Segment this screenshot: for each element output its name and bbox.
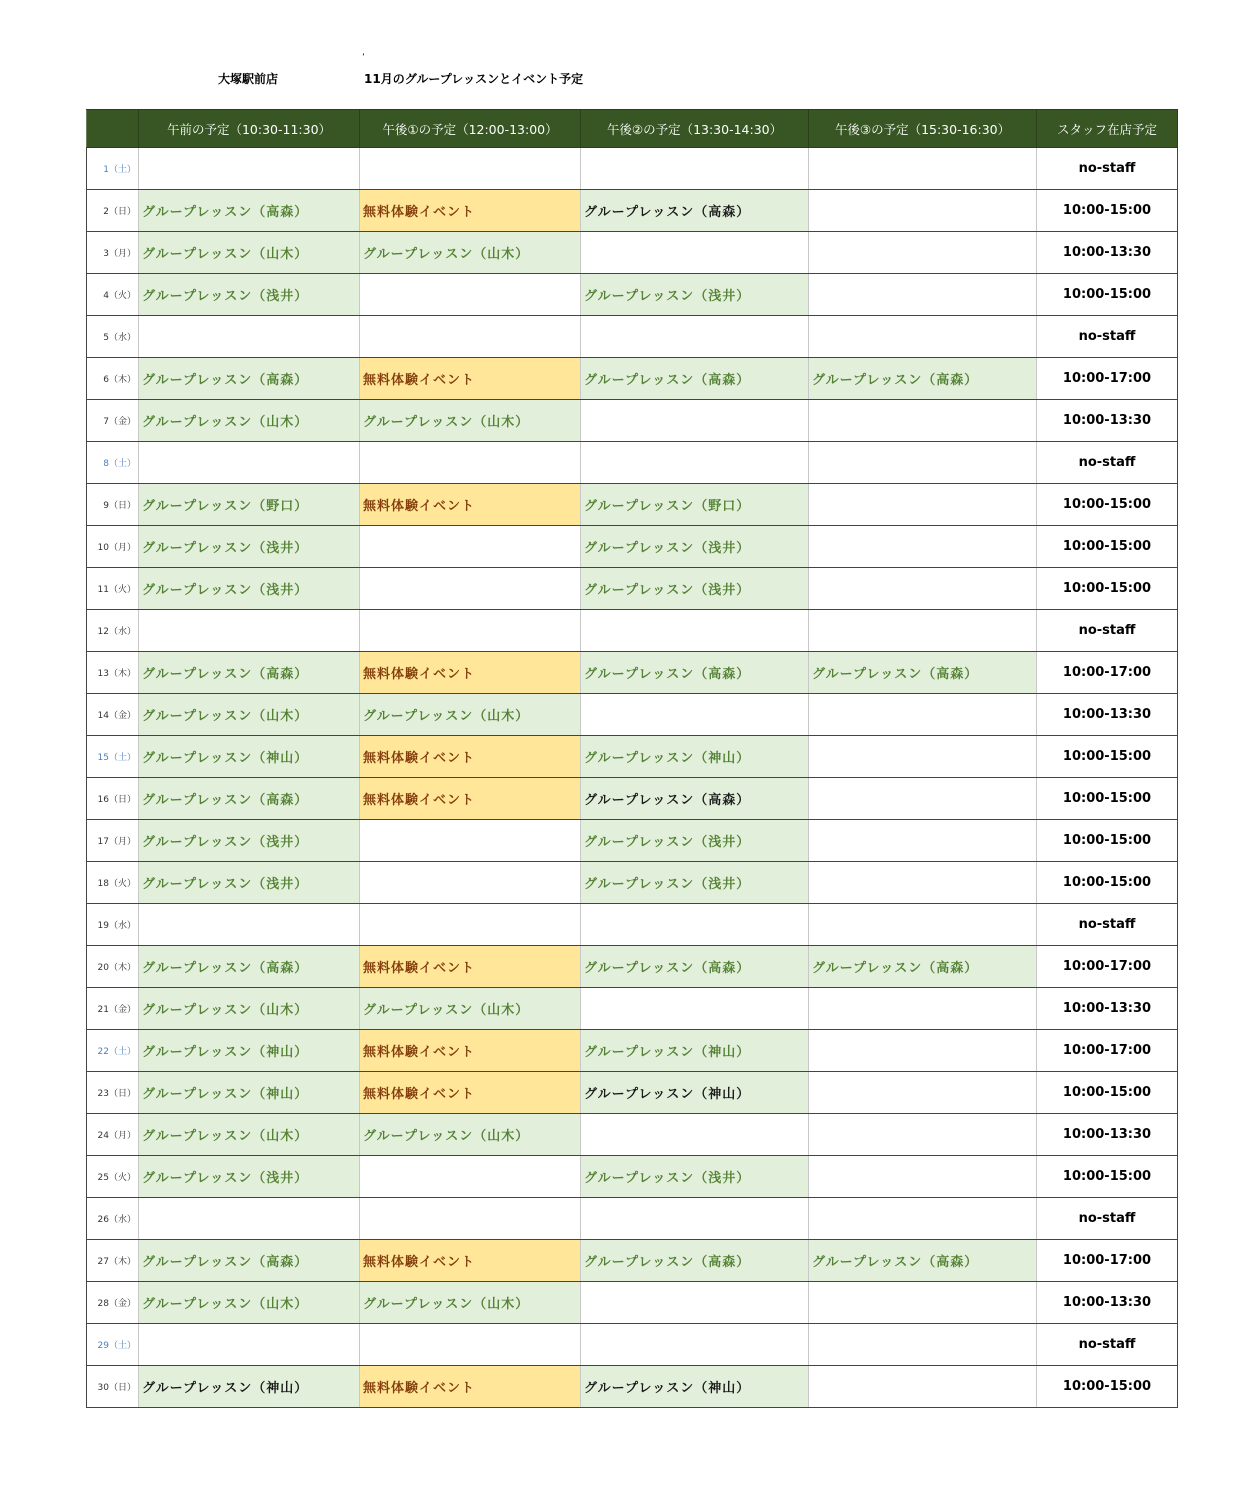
date-cell: 30（日） bbox=[87, 1366, 139, 1408]
morning-cell: グループレッスン（浅井） bbox=[139, 820, 360, 862]
afternoon2-cell: グループレッスン（高森） bbox=[581, 358, 809, 400]
afternoon1-cell bbox=[360, 1198, 581, 1240]
afternoon2-cell bbox=[581, 442, 809, 484]
store-name: 大塚駅前店 bbox=[218, 72, 279, 86]
staff-cell: no-staff bbox=[1037, 1198, 1178, 1240]
afternoon2-cell: グループレッスン（高森） bbox=[581, 652, 809, 694]
header-row bbox=[87, 110, 1178, 148]
afternoon3-cell bbox=[809, 190, 1037, 232]
date-cell: 8（土） bbox=[87, 442, 139, 484]
afternoon3-cell bbox=[809, 1324, 1037, 1366]
staff-cell: 10:00-15:00 bbox=[1037, 736, 1178, 778]
date-cell: 20（木） bbox=[87, 946, 139, 988]
staff-cell: no-staff bbox=[1037, 1324, 1178, 1366]
table-row bbox=[87, 1366, 1178, 1408]
afternoon1-cell: 無料体験イベント bbox=[360, 1240, 581, 1282]
morning-cell: グループレッスン（高森） bbox=[139, 778, 360, 820]
date-cell: 14（金） bbox=[87, 694, 139, 736]
morning-cell: グループレッスン（高森） bbox=[139, 1240, 360, 1282]
header-date bbox=[87, 110, 139, 148]
afternoon3-cell bbox=[809, 274, 1037, 316]
morning-cell: グループレッスン（神山） bbox=[139, 1072, 360, 1114]
date-cell: 12（水） bbox=[87, 610, 139, 652]
morning-cell: グループレッスン（高森） bbox=[139, 946, 360, 988]
table-row bbox=[87, 1198, 1178, 1240]
afternoon2-cell bbox=[581, 610, 809, 652]
afternoon3-cell bbox=[809, 904, 1037, 946]
date-cell: 1（土） bbox=[87, 148, 139, 190]
morning-cell: グループレッスン（神山） bbox=[139, 1366, 360, 1408]
table-row bbox=[87, 148, 1178, 190]
staff-cell: 10:00-15:00 bbox=[1037, 862, 1178, 904]
staff-cell: 10:00-13:30 bbox=[1037, 1114, 1178, 1156]
afternoon1-cell: 無料体験イベント bbox=[360, 778, 581, 820]
staff-cell: 10:00-15:00 bbox=[1037, 1072, 1178, 1114]
morning-cell bbox=[139, 316, 360, 358]
morning-cell: グループレッスン（山木） bbox=[139, 232, 360, 274]
table-row bbox=[87, 1030, 1178, 1072]
staff-cell: 10:00-15:00 bbox=[1037, 526, 1178, 568]
afternoon3-cell bbox=[809, 988, 1037, 1030]
date-cell: 19（水） bbox=[87, 904, 139, 946]
header-afternoon3: 午後③の予定（15:30-16:30） bbox=[809, 110, 1037, 148]
afternoon3-cell bbox=[809, 526, 1037, 568]
table-row bbox=[87, 484, 1178, 526]
afternoon1-cell: 無料体験イベント bbox=[360, 1030, 581, 1072]
afternoon1-cell bbox=[360, 274, 581, 316]
staff-cell: 10:00-17:00 bbox=[1037, 946, 1178, 988]
staff-cell: 10:00-15:00 bbox=[1037, 820, 1178, 862]
table-row bbox=[87, 442, 1178, 484]
date-cell: 6（木） bbox=[87, 358, 139, 400]
date-cell: 26（水） bbox=[87, 1198, 139, 1240]
morning-cell: グループレッスン（浅井） bbox=[139, 862, 360, 904]
afternoon3-cell bbox=[809, 316, 1037, 358]
morning-cell: グループレッスン（山木） bbox=[139, 694, 360, 736]
date-cell: 3（月） bbox=[87, 232, 139, 274]
staff-cell: no-staff bbox=[1037, 904, 1178, 946]
afternoon3-cell bbox=[809, 736, 1037, 778]
table-row bbox=[87, 988, 1178, 1030]
morning-cell: グループレッスン（野口） bbox=[139, 484, 360, 526]
table-row bbox=[87, 232, 1178, 274]
afternoon3-cell bbox=[809, 232, 1037, 274]
afternoon3-cell: グループレッスン（高森） bbox=[809, 946, 1037, 988]
afternoon1-cell: グループレッスン（山木） bbox=[360, 232, 581, 274]
afternoon2-cell bbox=[581, 1198, 809, 1240]
afternoon3-cell bbox=[809, 1072, 1037, 1114]
afternoon2-cell: グループレッスン（神山） bbox=[581, 736, 809, 778]
date-cell: 29（土） bbox=[87, 1324, 139, 1366]
table-row bbox=[87, 610, 1178, 652]
afternoon2-cell bbox=[581, 1114, 809, 1156]
morning-cell: グループレッスン（神山） bbox=[139, 736, 360, 778]
staff-cell: 10:00-15:00 bbox=[1037, 274, 1178, 316]
morning-cell bbox=[139, 1198, 360, 1240]
table-row bbox=[87, 274, 1178, 316]
afternoon2-cell: グループレッスン（浅井） bbox=[581, 820, 809, 862]
staff-cell: 10:00-13:30 bbox=[1037, 232, 1178, 274]
table-row bbox=[87, 568, 1178, 610]
afternoon2-cell: グループレッスン（高森） bbox=[581, 190, 809, 232]
staff-cell: 10:00-13:30 bbox=[1037, 988, 1178, 1030]
table-row bbox=[87, 190, 1178, 232]
afternoon2-cell bbox=[581, 904, 809, 946]
table-row bbox=[87, 526, 1178, 568]
date-cell: 4（火） bbox=[87, 274, 139, 316]
afternoon3-cell bbox=[809, 148, 1037, 190]
staff-cell: 10:00-15:00 bbox=[1037, 568, 1178, 610]
morning-cell bbox=[139, 610, 360, 652]
date-cell: 9（日） bbox=[87, 484, 139, 526]
header-afternoon1: 午後①の予定（12:00-13:00） bbox=[360, 110, 581, 148]
staff-cell: 10:00-15:00 bbox=[1037, 1366, 1178, 1408]
morning-cell: グループレッスン（浅井） bbox=[139, 568, 360, 610]
afternoon3-cell bbox=[809, 1114, 1037, 1156]
afternoon3-cell bbox=[809, 694, 1037, 736]
morning-cell bbox=[139, 148, 360, 190]
afternoon1-cell bbox=[360, 568, 581, 610]
afternoon1-cell bbox=[360, 1156, 581, 1198]
table-row bbox=[87, 1156, 1178, 1198]
table-row bbox=[87, 736, 1178, 778]
afternoon2-cell: グループレッスン（浅井） bbox=[581, 1156, 809, 1198]
afternoon1-cell: グループレッスン（山木） bbox=[360, 694, 581, 736]
afternoon1-cell bbox=[360, 148, 581, 190]
table-row bbox=[87, 904, 1178, 946]
staff-cell: 10:00-17:00 bbox=[1037, 652, 1178, 694]
date-cell: 16（日） bbox=[87, 778, 139, 820]
date-cell: 13（木） bbox=[87, 652, 139, 694]
morning-cell: グループレッスン（山木） bbox=[139, 400, 360, 442]
afternoon2-cell bbox=[581, 1324, 809, 1366]
morning-cell: グループレッスン（浅井） bbox=[139, 274, 360, 316]
staff-cell: 10:00-13:30 bbox=[1037, 1282, 1178, 1324]
afternoon2-cell: グループレッスン（高森） bbox=[581, 778, 809, 820]
afternoon2-cell: グループレッスン（高森） bbox=[581, 946, 809, 988]
afternoon2-cell: グループレッスン（浅井） bbox=[581, 568, 809, 610]
staff-cell: 10:00-15:00 bbox=[1037, 1156, 1178, 1198]
afternoon2-cell bbox=[581, 694, 809, 736]
afternoon1-cell: 無料体験イベント bbox=[360, 652, 581, 694]
header-morning: 午前の予定（10:30-11:30） bbox=[139, 110, 360, 148]
date-cell: 23（日） bbox=[87, 1072, 139, 1114]
morning-cell bbox=[139, 1324, 360, 1366]
afternoon3-cell bbox=[809, 1156, 1037, 1198]
afternoon2-cell bbox=[581, 232, 809, 274]
table-row bbox=[87, 1282, 1178, 1324]
date-cell: 18（火） bbox=[87, 862, 139, 904]
morning-cell: グループレッスン（浅井） bbox=[139, 1156, 360, 1198]
afternoon3-cell bbox=[809, 442, 1037, 484]
afternoon3-cell bbox=[809, 484, 1037, 526]
afternoon3-cell bbox=[809, 1198, 1037, 1240]
staff-cell: 10:00-17:00 bbox=[1037, 1030, 1178, 1072]
schedule-body bbox=[87, 148, 1178, 1408]
afternoon1-cell: グループレッスン（山木） bbox=[360, 1114, 581, 1156]
date-cell: 2（日） bbox=[87, 190, 139, 232]
morning-cell: グループレッスン（高森） bbox=[139, 652, 360, 694]
afternoon1-cell: 無料体験イベント bbox=[360, 484, 581, 526]
afternoon2-cell: グループレッスン（浅井） bbox=[581, 862, 809, 904]
staff-cell: 10:00-15:00 bbox=[1037, 190, 1178, 232]
date-cell: 24（月） bbox=[87, 1114, 139, 1156]
afternoon3-cell bbox=[809, 610, 1037, 652]
afternoon2-cell bbox=[581, 316, 809, 358]
table-row bbox=[87, 400, 1178, 442]
afternoon3-cell bbox=[809, 568, 1037, 610]
date-cell: 15（土） bbox=[87, 736, 139, 778]
afternoon1-cell: グループレッスン（山木） bbox=[360, 400, 581, 442]
page-title: 11月のグループレッスンとイベント予定 bbox=[364, 72, 584, 86]
afternoon1-cell: 無料体験イベント bbox=[360, 358, 581, 400]
date-cell: 5（水） bbox=[87, 316, 139, 358]
afternoon1-cell: グループレッスン（山木） bbox=[360, 1282, 581, 1324]
header-afternoon2: 午後②の予定（13:30-14:30） bbox=[581, 110, 809, 148]
staff-cell: no-staff bbox=[1037, 316, 1178, 358]
date-cell: 27（木） bbox=[87, 1240, 139, 1282]
afternoon2-cell: グループレッスン（神山） bbox=[581, 1030, 809, 1072]
afternoon3-cell bbox=[809, 820, 1037, 862]
afternoon3-cell: グループレッスン（高森） bbox=[809, 1240, 1037, 1282]
table-row bbox=[87, 316, 1178, 358]
afternoon1-cell: グループレッスン（山木） bbox=[360, 988, 581, 1030]
afternoon3-cell: グループレッスン（高森） bbox=[809, 652, 1037, 694]
afternoon2-cell: グループレッスン（神山） bbox=[581, 1072, 809, 1114]
afternoon1-cell: 無料体験イベント bbox=[360, 946, 581, 988]
staff-cell: 10:00-17:00 bbox=[1037, 358, 1178, 400]
morning-cell: グループレッスン（高森） bbox=[139, 358, 360, 400]
morning-cell: グループレッスン（浅井） bbox=[139, 526, 360, 568]
morning-cell: グループレッスン（神山） bbox=[139, 1030, 360, 1072]
staff-cell: 10:00-13:30 bbox=[1037, 400, 1178, 442]
afternoon2-cell bbox=[581, 400, 809, 442]
table-row bbox=[87, 1114, 1178, 1156]
afternoon1-cell: 無料体験イベント bbox=[360, 1072, 581, 1114]
table-row bbox=[87, 778, 1178, 820]
table-row bbox=[87, 820, 1178, 862]
afternoon3-cell bbox=[809, 1030, 1037, 1072]
table-row bbox=[87, 1072, 1178, 1114]
date-cell: 11（火） bbox=[87, 568, 139, 610]
afternoon2-cell: グループレッスン（浅井） bbox=[581, 526, 809, 568]
staff-cell: no-staff bbox=[1037, 610, 1178, 652]
afternoon3-cell bbox=[809, 1282, 1037, 1324]
morning-cell: グループレッスン（山木） bbox=[139, 988, 360, 1030]
morning-cell: グループレッスン（山木） bbox=[139, 1114, 360, 1156]
morning-cell bbox=[139, 442, 360, 484]
table-row bbox=[87, 946, 1178, 988]
afternoon1-cell bbox=[360, 526, 581, 568]
afternoon1-cell: 無料体験イベント bbox=[360, 190, 581, 232]
afternoon2-cell bbox=[581, 148, 809, 190]
afternoon1-cell bbox=[360, 820, 581, 862]
staff-cell: no-staff bbox=[1037, 148, 1178, 190]
table-row bbox=[87, 358, 1178, 400]
afternoon3-cell bbox=[809, 1366, 1037, 1408]
staff-cell: 10:00-15:00 bbox=[1037, 484, 1178, 526]
header-staff: スタッフ在店予定 bbox=[1037, 110, 1178, 148]
afternoon2-cell: グループレッスン（神山） bbox=[581, 1366, 809, 1408]
date-cell: 25（火） bbox=[87, 1156, 139, 1198]
staff-cell: 10:00-15:00 bbox=[1037, 778, 1178, 820]
date-cell: 17（月） bbox=[87, 820, 139, 862]
morning-cell: グループレッスン（高森） bbox=[139, 190, 360, 232]
afternoon3-cell bbox=[809, 400, 1037, 442]
table-row bbox=[87, 694, 1178, 736]
table-row bbox=[87, 1240, 1178, 1282]
staff-cell: 10:00-13:30 bbox=[1037, 694, 1178, 736]
afternoon2-cell: グループレッスン（高森） bbox=[581, 1240, 809, 1282]
table-row bbox=[87, 1324, 1178, 1366]
afternoon1-cell bbox=[360, 1324, 581, 1366]
date-cell: 21（金） bbox=[87, 988, 139, 1030]
table-row bbox=[87, 862, 1178, 904]
date-cell: 22（土） bbox=[87, 1030, 139, 1072]
afternoon2-cell: グループレッスン（野口） bbox=[581, 484, 809, 526]
table-row bbox=[87, 652, 1178, 694]
afternoon1-cell: 無料体験イベント bbox=[360, 736, 581, 778]
afternoon3-cell: グループレッスン（高森） bbox=[809, 358, 1037, 400]
schedule-table bbox=[86, 109, 1178, 1408]
morning-cell bbox=[139, 904, 360, 946]
afternoon1-cell bbox=[360, 862, 581, 904]
morning-cell: グループレッスン（山木） bbox=[139, 1282, 360, 1324]
afternoon2-cell bbox=[581, 1282, 809, 1324]
staff-cell: 10:00-17:00 bbox=[1037, 1240, 1178, 1282]
afternoon1-cell bbox=[360, 316, 581, 358]
afternoon2-cell: グループレッスン（浅井） bbox=[581, 274, 809, 316]
afternoon1-cell bbox=[360, 610, 581, 652]
tick-mark: ʼ bbox=[362, 53, 365, 63]
afternoon1-cell: 無料体験イベント bbox=[360, 1366, 581, 1408]
afternoon2-cell bbox=[581, 988, 809, 1030]
staff-cell: no-staff bbox=[1037, 442, 1178, 484]
date-cell: 28（金） bbox=[87, 1282, 139, 1324]
afternoon3-cell bbox=[809, 862, 1037, 904]
afternoon1-cell bbox=[360, 904, 581, 946]
date-cell: 10（月） bbox=[87, 526, 139, 568]
afternoon1-cell bbox=[360, 442, 581, 484]
date-cell: 7（金） bbox=[87, 400, 139, 442]
afternoon3-cell bbox=[809, 778, 1037, 820]
